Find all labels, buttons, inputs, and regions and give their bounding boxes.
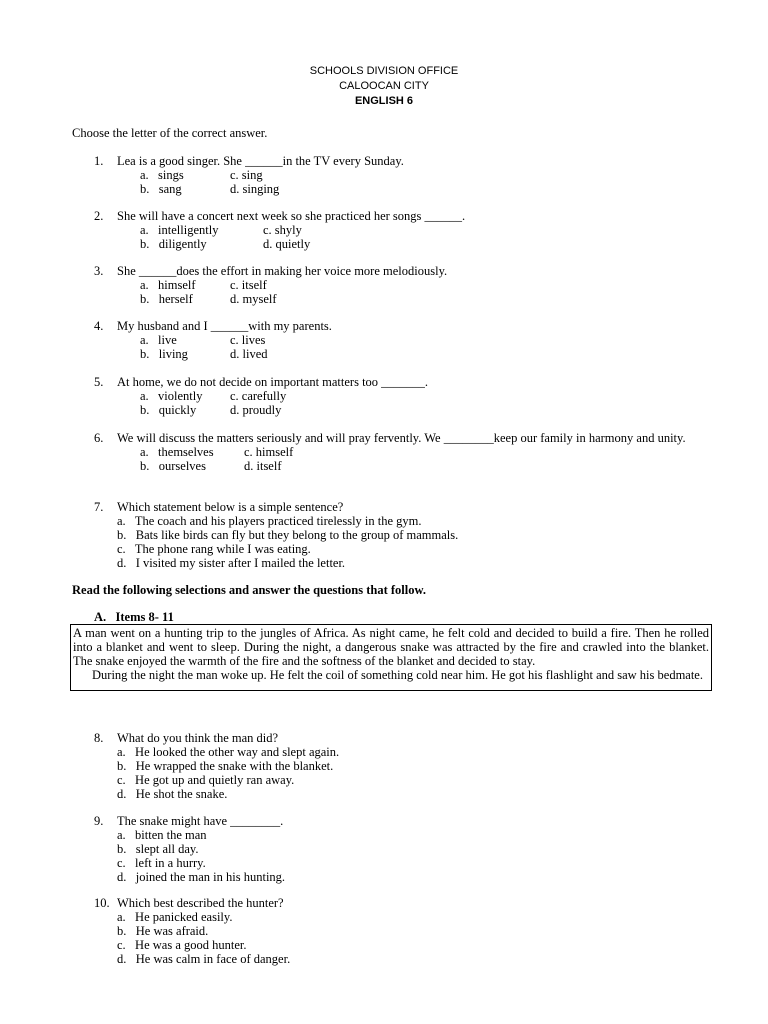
question-number: 4. (94, 319, 104, 333)
question-2 (94, 209, 714, 251)
option: b. He wrapped the snake with the blanket. (117, 759, 334, 773)
options-list (117, 745, 714, 801)
question-4 (94, 319, 714, 361)
question-3 (94, 264, 714, 306)
question-number: 8. (94, 731, 104, 745)
question-stem: Which best described the hunter? (117, 896, 284, 910)
option: b. herself (140, 292, 193, 306)
option: a. He panicked easily. (117, 910, 233, 924)
option: d. singing (230, 182, 280, 196)
option: a. themselves (140, 445, 214, 459)
option: d. joined the man in his hunting. (117, 870, 286, 884)
option: c. carefully (230, 389, 287, 403)
question-stem: Lea is a good singer. She ______in the TV every Sunday. (117, 154, 404, 168)
options-grid (140, 389, 480, 417)
option: a. The coach and his players practiced tirelessly in the gym. (117, 514, 422, 528)
question-number: 3. (94, 264, 104, 278)
instruction: Choose the letter of the correct answer. (72, 126, 268, 140)
question-number: 5. (94, 375, 104, 389)
option: a. He looked the other way and slept again. (117, 745, 340, 759)
question-number: 10. (94, 896, 110, 910)
option: c. himself (244, 445, 294, 459)
option: a. himself (140, 278, 196, 292)
question-number: 1. (94, 154, 104, 168)
header-city: CALOOCAN CITY (339, 80, 429, 92)
option: d. He was calm in face of danger. (117, 952, 291, 966)
question-stem: At home, we do not decide on important matters too _______. (117, 375, 429, 389)
header-office: SCHOOLS DIVISION OFFICE (309, 65, 459, 77)
question-8 (94, 731, 714, 801)
question-number: 7. (94, 500, 104, 514)
option: c. lives (230, 333, 266, 347)
options-grid (140, 445, 480, 473)
option: c. left in a hurry. (117, 856, 206, 870)
document-header (0, 64, 768, 109)
question-stem: We will discuss the matters seriously and will pray fervently. We ________keep our family in harmony and unity. (117, 431, 686, 445)
question-stem: She will have a concert next week so she practiced her songs ______. (117, 209, 466, 223)
options-grid (140, 333, 480, 361)
option: b. slept all day. (117, 842, 199, 856)
option: b. quickly (140, 403, 197, 417)
passage-paragraph: A man went on a hunting trip to the jungles of Africa. As night came, he felt cold and decided to build a fire. Then he rolled into a blanket and went to sleep. During the night, a dangerous snake was attracted by the fire and crawled into the blanket. The snake enjoyed the warmth of the fire and the softness of the blanket and decided to stay. (73, 626, 709, 668)
question-stem: Which statement below is a simple sentence? (117, 500, 344, 514)
question-9 (94, 814, 714, 884)
section-title: Read the following selections and answer the questions that follow. (72, 583, 426, 597)
option: c. sing (230, 168, 263, 182)
option: c. shyly (263, 223, 302, 237)
option: d. proudly (230, 403, 282, 417)
question-stem: What do you think the man did? (117, 731, 279, 745)
option: d. itself (244, 459, 282, 473)
option: d. myself (230, 292, 277, 306)
option: c. He got up and quietly ran away. (117, 773, 295, 787)
options-list (117, 514, 714, 570)
options-list (117, 910, 714, 966)
option: b. living (140, 347, 188, 361)
question-number: 6. (94, 431, 104, 445)
option: a. intelligently (140, 223, 219, 237)
question-5 (94, 375, 714, 417)
header-subject: ENGLISH 6 (354, 95, 414, 107)
question-1 (94, 154, 714, 196)
question-stem: My husband and I ______with my parents. (117, 319, 332, 333)
option: a. bitten the man (117, 828, 207, 842)
option: b. sang (140, 182, 182, 196)
option: b. diligently (140, 237, 207, 251)
subsection-title: A. Items 8- 11 (94, 610, 174, 624)
option: a. violently (140, 389, 203, 403)
option: b. ourselves (140, 459, 206, 473)
passage-paragraph: During the night the man woke up. He felt the coil of something cold near him. He got his flashlight and saw his bedmate. (92, 668, 703, 682)
options-grid (140, 223, 480, 251)
question-6 (94, 431, 714, 473)
option: d. quietly (263, 237, 311, 251)
question-stem: The snake might have ________. (117, 814, 284, 828)
question-number: 2. (94, 209, 104, 223)
option: c. He was a good hunter. (117, 938, 247, 952)
reading-passage (70, 624, 712, 691)
options-grid (140, 278, 480, 306)
option: a. sings (140, 168, 184, 182)
option: d. lived (230, 347, 268, 361)
options-grid (140, 168, 480, 196)
option: c. itself (230, 278, 267, 292)
option: a. live (140, 333, 177, 347)
option: d. I visited my sister after I mailed the letter. (117, 556, 346, 570)
question-stem: She ______does the effort in making her voice more melodiously. (117, 264, 448, 278)
options-list (117, 828, 714, 884)
option: b. Bats like birds can fly but they belong to the group of mammals. (117, 528, 459, 542)
option: c. The phone rang while I was eating. (117, 542, 311, 556)
question-number: 9. (94, 814, 104, 828)
question-7 (94, 500, 714, 570)
option: b. He was afraid. (117, 924, 209, 938)
question-10 (94, 896, 714, 966)
option: d. He shot the snake. (117, 787, 228, 801)
